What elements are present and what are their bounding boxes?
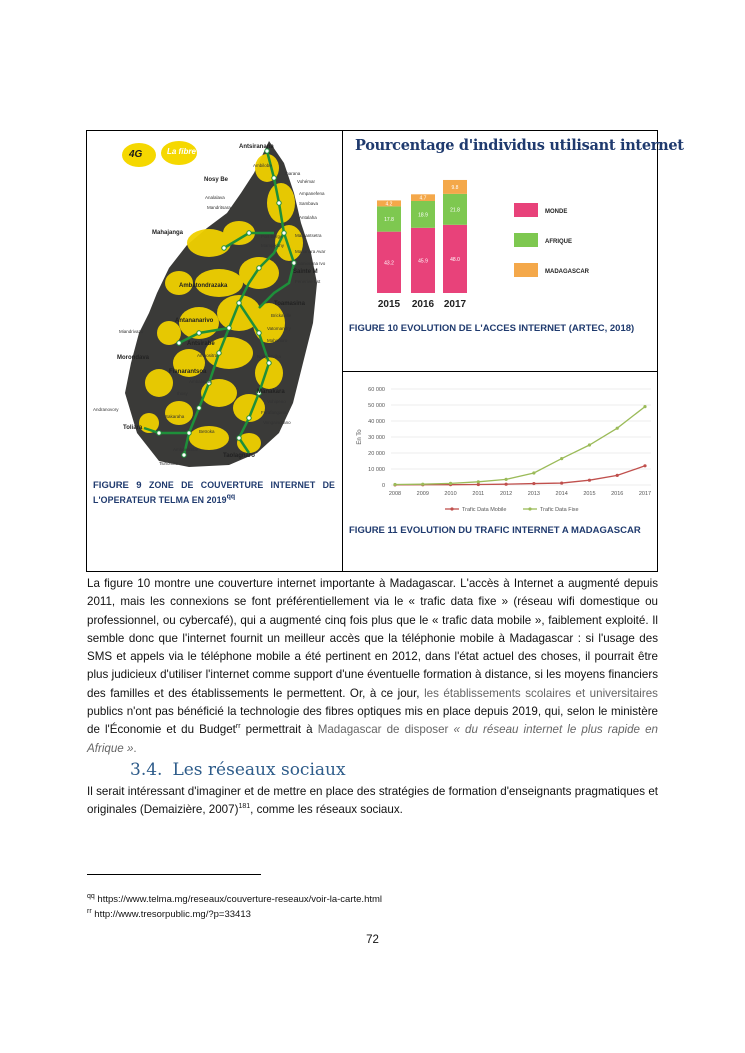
map-label-small: Maroantsetra bbox=[295, 233, 322, 238]
map-label-ambatondrazaka: Ambatondrazaka bbox=[179, 283, 228, 289]
footnote-text: https://www.telma.mg/reseaux/couverture-reseaux/voir-la-carte.html bbox=[94, 894, 383, 905]
table-divider-horizontal bbox=[342, 371, 658, 372]
figure-9-label: FIGURE 9 bbox=[93, 480, 142, 491]
footnote-text: http://www.tresorpublic.mg/?p=33413 bbox=[91, 909, 251, 920]
map-label-small: Betroka bbox=[199, 429, 215, 434]
figure-11-caption bbox=[349, 525, 641, 536]
legend-swatch bbox=[514, 233, 538, 247]
bar-value-label: 45.9 bbox=[418, 258, 428, 265]
map-label-nosy-be: Nosy Be bbox=[204, 177, 229, 183]
bar-value-label: 48.0 bbox=[450, 256, 460, 263]
bar-value-label: 9.8 bbox=[451, 184, 459, 191]
data-point bbox=[616, 427, 619, 430]
y-tick-label: 20 000 bbox=[368, 451, 385, 457]
map-label-taolagnaro: Taolagnaro bbox=[223, 453, 255, 459]
map-label-small: Ambositra bbox=[197, 353, 218, 358]
legend-label: Trafic Data Mobile bbox=[462, 507, 507, 513]
data-point bbox=[505, 478, 508, 481]
x-tick-label: 2012 bbox=[499, 491, 513, 497]
bar-category-label: 2017 bbox=[443, 299, 467, 310]
map-label-small: Vohémar bbox=[297, 179, 316, 184]
data-point bbox=[393, 483, 396, 486]
data-point bbox=[421, 483, 424, 486]
section-number: 3.4. bbox=[130, 760, 163, 780]
footnote-ref-rr[interactable]: rr bbox=[235, 723, 241, 731]
data-point bbox=[588, 479, 591, 482]
paragraph-highlight: Madagascar de disposer bbox=[317, 723, 449, 737]
data-point bbox=[532, 482, 535, 485]
bar-chart-title: Pourcentage d'individus utilisant internet bbox=[355, 137, 684, 154]
madagascar-coverage-map bbox=[89, 133, 339, 471]
map-label-toamasina: Toamasina bbox=[274, 301, 305, 307]
footnote-mark: rr bbox=[87, 907, 92, 915]
map-label-small: Analalava bbox=[205, 195, 225, 200]
data-point bbox=[477, 480, 480, 483]
map-label-small: Mandritsara bbox=[207, 205, 231, 210]
map-label-small: Port Bergé bbox=[261, 234, 283, 239]
body-paragraph-1 bbox=[87, 575, 658, 758]
series-line bbox=[395, 407, 645, 485]
map-label-small: Fenerive Est bbox=[295, 279, 321, 284]
map-label-small: Brickaville bbox=[271, 313, 292, 318]
x-tick-label: 2008 bbox=[388, 491, 402, 497]
paragraph-highlight: les établissements scolaires et universitaires bbox=[424, 686, 658, 700]
map-label-fianarantsoa: Fianarantsoa bbox=[169, 369, 207, 375]
bar-value-label: 4.7 bbox=[419, 195, 427, 202]
map-label-small: Mahanoro bbox=[267, 338, 288, 343]
map-label-small: Ihosy bbox=[177, 391, 188, 396]
map-label-manakara: Manakara bbox=[257, 389, 285, 395]
map-label-toliara: Toliara bbox=[123, 425, 143, 431]
map-label-small: Soanierana Ivo bbox=[295, 261, 326, 266]
paragraph-text: publics n'ont pas bénéficié la technologie des fibres optiques mis en place depuis 2019, qui, selon le ministère de l'Économie et du Budget bbox=[87, 705, 658, 737]
map-label-antananarivo: Antananarivo bbox=[175, 318, 214, 324]
map-label-small: Antalaha bbox=[299, 215, 317, 220]
footnote-ref-qq[interactable]: qq bbox=[226, 493, 236, 501]
map-label-small: Ambovombe bbox=[173, 447, 199, 452]
series-line bbox=[395, 466, 645, 485]
data-point bbox=[560, 457, 563, 460]
y-tick-label: 60 000 bbox=[368, 387, 385, 393]
map-label-small: Andranovory bbox=[93, 407, 119, 412]
paragraph-text: . bbox=[133, 741, 137, 755]
paragraph-text: Il serait intéressant d'imaginer et de mettre en place des stratégies de formation d'enseignants pragmatiques et originales (Demaizière, 2007) bbox=[87, 785, 658, 817]
data-point bbox=[643, 464, 646, 467]
legend-marker bbox=[528, 507, 531, 510]
data-point bbox=[505, 483, 508, 486]
bar-category-label: 2015 bbox=[377, 299, 401, 310]
figure-table bbox=[86, 130, 684, 572]
footnote-ref-181[interactable]: 181 bbox=[238, 803, 251, 811]
x-tick-label: 2013 bbox=[527, 491, 541, 497]
data-point bbox=[616, 474, 619, 477]
figure-9-text: ZONE DE COUVERTURE INTERNET DE L'OPERATEUR TELMA EN 2019 bbox=[93, 480, 336, 505]
x-tick-label: 2009 bbox=[416, 491, 429, 497]
data-point bbox=[588, 443, 591, 446]
footnote-rr bbox=[87, 909, 251, 920]
map-label-antsirabe: Antsirabe bbox=[187, 341, 215, 347]
footnote-qq bbox=[87, 894, 382, 905]
map-label-morondava: Morondava bbox=[117, 355, 150, 361]
paragraph-text: permettrait à bbox=[240, 723, 313, 737]
y-tick-label: 0 bbox=[381, 483, 385, 489]
map-label-small: Miandrivazo bbox=[119, 329, 144, 334]
bar-value-label: 17.8 bbox=[384, 217, 394, 224]
data-point bbox=[643, 405, 646, 408]
map-label-small: Mampikony bbox=[261, 243, 285, 248]
figure-10-caption bbox=[349, 323, 634, 334]
footnote-separator bbox=[87, 874, 261, 875]
x-tick-label: 2010 bbox=[444, 491, 457, 497]
legend-label: Trafic Data Fixe bbox=[540, 507, 579, 513]
bar-value-label: 43.2 bbox=[384, 260, 394, 267]
internet-traffic-line-chart bbox=[345, 375, 657, 515]
y-tick-label: 30 000 bbox=[368, 435, 385, 441]
map-label-small: Ampanefena bbox=[299, 191, 325, 196]
data-point bbox=[532, 471, 535, 474]
bar-chart-svg bbox=[349, 133, 655, 319]
map-label-small: Ambalavao bbox=[189, 379, 212, 384]
logo-4g-text: 4G bbox=[129, 149, 143, 160]
bar-value-label: 21.8 bbox=[450, 207, 460, 214]
bar-value-label: 4.2 bbox=[385, 201, 393, 208]
y-tick-label: 50 000 bbox=[368, 403, 385, 409]
map-label-small: Farafangana bbox=[261, 410, 287, 415]
x-tick-label: 2011 bbox=[472, 491, 485, 497]
section-heading bbox=[130, 760, 346, 780]
figure-9-caption bbox=[93, 478, 335, 508]
map-label-small: Ambilobe bbox=[253, 163, 272, 168]
x-tick-label: 2016 bbox=[611, 491, 624, 497]
body-paragraph-2 bbox=[87, 783, 658, 820]
map-label-small: Sambava bbox=[299, 201, 319, 206]
section-title: Les réseaux sociaux bbox=[172, 760, 346, 780]
legend-marker bbox=[450, 507, 453, 510]
footnote-mark: qq bbox=[87, 892, 95, 900]
paragraph-quote: « du réseau internet le plus rapide en Afrique » bbox=[87, 723, 658, 755]
internet-usage-bar-chart bbox=[349, 133, 684, 319]
y-tick-label: 10 000 bbox=[368, 467, 385, 473]
paragraph-text: , comme les réseaux sociaux. bbox=[250, 803, 403, 817]
map-label-small: Vohipeno bbox=[267, 399, 286, 404]
map-label-sainte-marie: Sainte M bbox=[293, 269, 318, 275]
y-axis-label: En To bbox=[357, 429, 363, 445]
legend-swatch bbox=[514, 203, 538, 217]
legend-label: MADAGASCAR bbox=[545, 269, 589, 275]
map-label-small: Nosy Varika bbox=[257, 354, 281, 359]
bar-category-label: 2016 bbox=[411, 299, 435, 310]
data-point bbox=[560, 481, 563, 484]
map-label-small: Tsihombe bbox=[159, 461, 179, 466]
x-tick-label: 2015 bbox=[583, 491, 596, 497]
page-number: 72 bbox=[366, 934, 379, 946]
map-label-antsiranana: Antsiranana bbox=[239, 144, 274, 150]
map-label-small: Iharana bbox=[285, 171, 301, 176]
line-chart-svg bbox=[345, 375, 657, 515]
data-point bbox=[449, 482, 452, 485]
table-divider-vertical bbox=[342, 131, 343, 571]
x-tick-label: 2017 bbox=[638, 491, 652, 497]
bar-value-label: 18.9 bbox=[418, 212, 428, 219]
figure-10-caption-text: FIGURE 10 EVOLUTION DE L'ACCES INTERNET (ARTEC, 2018) bbox=[349, 323, 635, 334]
x-tick-label: 2014 bbox=[555, 491, 568, 497]
logo-fibre-text: La fibre bbox=[167, 147, 196, 156]
legend-swatch bbox=[514, 263, 538, 277]
map-label-small: Vatomandry bbox=[267, 326, 291, 331]
map-label-small: Mananara Avar bbox=[295, 249, 326, 254]
legend-label: MONDE bbox=[545, 209, 568, 215]
map-label-mahajanga: Mahajanga bbox=[152, 230, 184, 236]
figure-11-caption-text: FIGURE 11 EVOLUTION DU TRAFIC INTERNET A MADAGASCAR bbox=[349, 525, 641, 536]
map-label-small: Sakaraha bbox=[165, 414, 185, 419]
legend-label: AFRIQUE bbox=[545, 239, 572, 245]
y-tick-label: 40 000 bbox=[368, 419, 385, 425]
paragraph-text: La figure 10 montre une couverture internet importante à Madagascar. L'accès à Internet a augmenté depuis 2011, mais les connexions se font préférentiellement via le « trafic data fixe » (réseau wifi domestique ou professionnel, ou cybercafé), qui a augmenté cinq fois plus que le « trafic data mobile », faiblement exploité. Il semble donc que l'internet fournit un meilleur accès que la téléphonie mobile à Madagascar : si l'usage des SMS et appels via le téléphone mobile a été pertinent en 2012, dans l'état actuel des choses, il pourrait être plus judicieux d'utiliser l'internet comme support d'une éventuelle formation à distance, si les moyens financiers des familles et des établissements le permettent. Or, à ce jour, bbox=[87, 577, 658, 700]
map-label-small: Vangaindrano bbox=[263, 420, 291, 425]
